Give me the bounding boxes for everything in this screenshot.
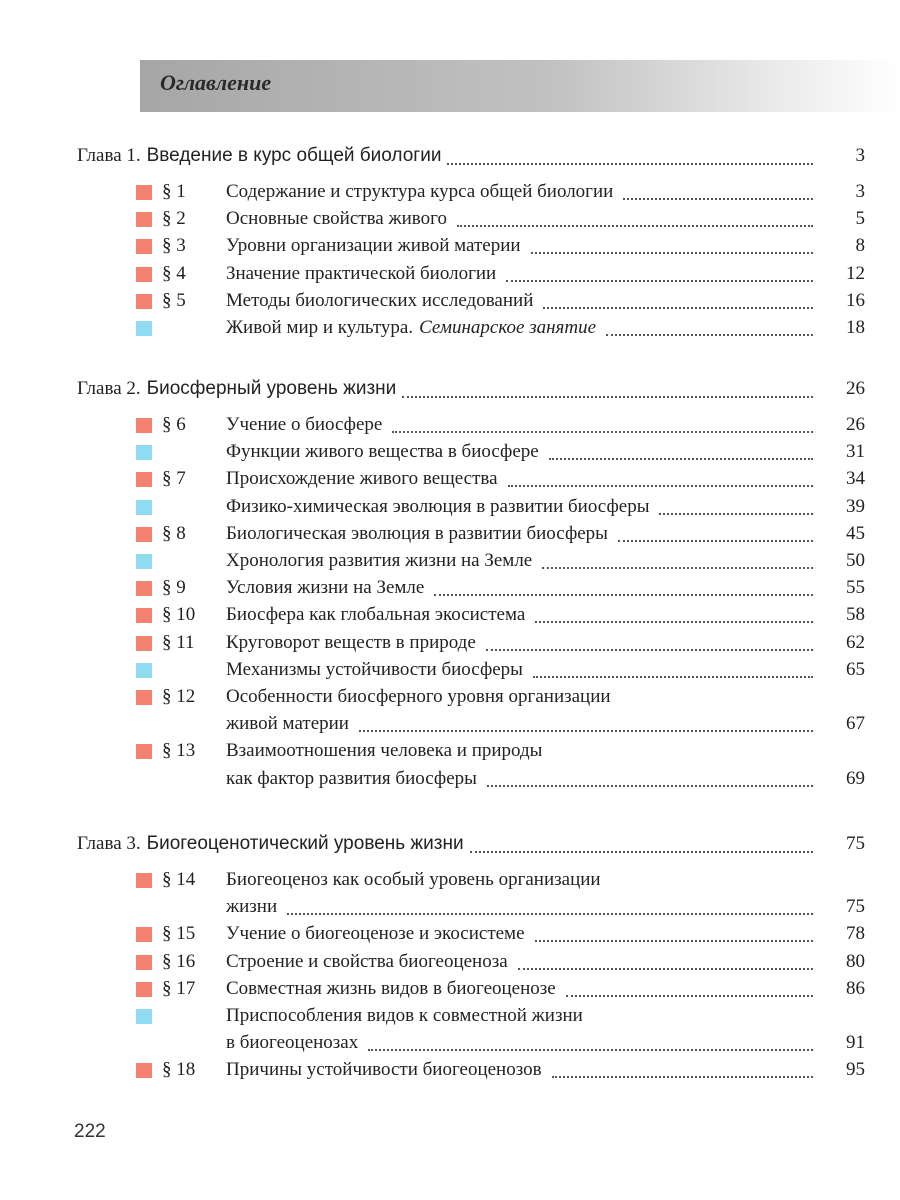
section-page: 95 [846, 1059, 865, 1081]
paragraph-marker-icon [136, 581, 152, 596]
section-page: 12 [846, 262, 865, 284]
paragraph-marker-icon [136, 472, 152, 487]
dot-leader [368, 1049, 813, 1051]
section-title: Хронология развития жизни на Земле [226, 550, 533, 571]
seminar-marker-icon [136, 554, 152, 569]
section-title: Происхождение живого вещества [226, 468, 498, 490]
toc-entry[interactable] [226, 208, 865, 235]
section-title: Условия жизни на Земле [226, 577, 425, 599]
toc-header-bar [140, 60, 900, 112]
section-page: 31 [846, 441, 865, 463]
toc-entry[interactable] [226, 496, 865, 523]
toc-entry-continued[interactable] [226, 1032, 865, 1059]
section-number: § 8 [162, 522, 186, 544]
dot-leader [659, 513, 813, 515]
section-title[interactable]: Взаимоотношения человека и природы [226, 740, 543, 762]
paragraph-marker-icon [136, 294, 152, 309]
dot-leader [470, 851, 813, 853]
chapter-heading[interactable] [77, 833, 865, 861]
toc-entry[interactable] [226, 235, 865, 262]
section-page: 80 [846, 950, 865, 972]
section-page: 67 [846, 713, 865, 735]
section-title: Совместная жизнь видов в биогеоценозе [226, 977, 556, 999]
section-number: § 1 [162, 181, 186, 202]
dot-leader [447, 163, 813, 165]
toc-entry[interactable] [226, 414, 865, 441]
section-number: § 18 [162, 1059, 196, 1081]
section-title: Физико-химическая эволюция в развитии биосферы [226, 495, 650, 517]
dot-leader [287, 913, 813, 915]
toc-entry[interactable] [226, 290, 865, 317]
paragraph-marker-icon [136, 955, 152, 970]
section-title: Учение о биогеоценозе и экосистеме [226, 923, 525, 945]
section-page: 58 [846, 604, 865, 626]
dot-leader [535, 621, 813, 623]
section-title: Учение о биосфере [226, 414, 383, 435]
seminar-marker-icon [136, 663, 152, 678]
section-title-italic: Семинарское занятие [419, 317, 597, 338]
section-title: Живой мир и культура. [226, 317, 414, 338]
paragraph-marker-icon [136, 690, 152, 705]
dot-leader [434, 594, 813, 596]
section-number: § 11 [162, 631, 195, 653]
section-page: 50 [846, 550, 865, 571]
seminar-marker-icon [136, 445, 152, 460]
section-number: § 16 [162, 950, 196, 972]
chapter-page: 75 [846, 833, 865, 854]
dot-leader [542, 567, 813, 569]
dot-leader [623, 198, 813, 200]
toc-entry[interactable] [226, 468, 865, 495]
chapter-title: Биогеоценотический уровень жизни [146, 833, 464, 854]
dot-leader [618, 540, 813, 542]
section-title: Содержание и структура курса общей биологии [226, 181, 614, 202]
section-title: Уровни организации живой материи [226, 235, 521, 257]
dot-leader [518, 968, 813, 970]
section-title: Причины устойчивости биогеоценозов [226, 1059, 542, 1081]
dot-leader [392, 431, 813, 433]
section-number: § 6 [162, 414, 186, 435]
chapter-number: Глава 3. [77, 833, 141, 854]
toc-entry[interactable] [226, 263, 865, 290]
seminar-marker-icon [136, 321, 152, 336]
chapter-title: Введение в курс общей биологии [146, 145, 442, 166]
dot-leader [508, 485, 813, 487]
toc-entry-continued[interactable] [226, 768, 865, 795]
section-number: § 10 [162, 604, 196, 626]
paragraph-marker-icon [136, 267, 152, 282]
paragraph-marker-icon [136, 744, 152, 759]
section-number: § 14 [162, 869, 196, 890]
section-title-continued: в биогеоценозах [226, 1032, 359, 1054]
section-title-continued: живой материи [226, 713, 349, 735]
paragraph-marker-icon [136, 239, 152, 254]
section-number: § 12 [162, 686, 196, 707]
section-page: 3 [855, 181, 865, 202]
toc-entry[interactable] [226, 632, 865, 659]
section-title: Биологическая эволюция в развитии биосферы [226, 522, 608, 544]
section-number: § 9 [162, 577, 186, 599]
section-page: 75 [846, 896, 865, 918]
toc-entry[interactable] [226, 923, 865, 950]
toc-entry[interactable] [226, 523, 865, 550]
toc-entry[interactable] [226, 1059, 865, 1086]
section-title: Механизмы устойчивости биосферы [226, 658, 523, 680]
section-title[interactable]: Приспособления видов к совместной жизни [226, 1005, 583, 1026]
seminar-marker-icon [136, 1009, 152, 1024]
section-title: Биосфера как глобальная экосистема [226, 604, 526, 626]
dot-leader [552, 1076, 813, 1078]
section-page: 91 [846, 1032, 865, 1054]
paragraph-marker-icon [136, 1063, 152, 1078]
dot-leader [549, 458, 813, 460]
chapter-heading[interactable] [77, 145, 865, 173]
paragraph-marker-icon [136, 873, 152, 888]
section-title: Основные свойства живого [226, 208, 447, 230]
dot-leader [531, 252, 813, 254]
dot-leader [457, 225, 813, 227]
section-number: § 2 [162, 208, 186, 230]
section-page: 55 [846, 577, 865, 599]
toc-entry[interactable] [226, 659, 865, 686]
section-title-continued: как фактор развития биосферы [226, 767, 477, 789]
section-page: 8 [855, 235, 865, 257]
section-number: § 17 [162, 977, 196, 999]
paragraph-marker-icon [136, 527, 152, 542]
section-page: 18 [846, 317, 865, 338]
section-page: 34 [846, 468, 865, 490]
page-number: 222 [74, 1121, 106, 1142]
dot-leader [535, 940, 813, 942]
section-page: 16 [846, 289, 865, 311]
paragraph-marker-icon [136, 927, 152, 942]
section-page: 5 [855, 208, 865, 230]
section-title[interactable]: Биогеоценоз как особый уровень организации [226, 869, 601, 890]
section-page: 26 [846, 414, 865, 435]
seminar-marker-icon [136, 500, 152, 515]
toc-entry[interactable] [226, 317, 865, 344]
toc-entry[interactable] [226, 951, 865, 978]
section-page: 62 [846, 631, 865, 653]
section-number: § 15 [162, 923, 196, 945]
toc-entry[interactable] [226, 550, 865, 577]
chapter-heading[interactable] [77, 378, 865, 406]
section-title: Круговорот веществ в природе [226, 631, 476, 653]
chapter-page: 3 [855, 145, 865, 166]
toc-entry[interactable] [226, 604, 865, 631]
section-page: 45 [846, 522, 865, 544]
dot-leader [506, 280, 813, 282]
paragraph-marker-icon [136, 418, 152, 433]
section-title: Строение и свойства биогеоценоза [226, 950, 508, 972]
dot-leader [566, 995, 813, 997]
dot-leader [486, 649, 813, 651]
section-number: § 5 [162, 289, 186, 311]
section-title: Значение практической биологии [226, 262, 497, 284]
toc-entry-continued[interactable] [226, 713, 865, 740]
section-page: 65 [846, 658, 865, 680]
section-number: § 3 [162, 235, 186, 257]
chapter-number: Глава 1. [77, 145, 141, 166]
paragraph-marker-icon [136, 982, 152, 997]
paragraph-marker-icon [136, 636, 152, 651]
section-page: 69 [846, 767, 865, 789]
dot-leader [487, 785, 813, 787]
section-number: § 13 [162, 740, 196, 762]
paragraph-marker-icon [136, 608, 152, 623]
dot-leader [359, 730, 813, 732]
section-number: § 7 [162, 468, 186, 490]
toc-entry[interactable] [226, 577, 865, 604]
section-page: 78 [846, 923, 865, 945]
dot-leader [606, 334, 813, 336]
section-title[interactable]: Особенности биосферного уровня организации [226, 686, 611, 707]
chapter-number: Глава 2. [77, 378, 141, 399]
section-page: 39 [846, 495, 865, 517]
section-title: Функции живого вещества в биосфере [226, 441, 539, 463]
toc-entry[interactable] [226, 978, 865, 1005]
dot-leader [533, 676, 813, 678]
section-title: Методы биологических исследований [226, 289, 534, 311]
chapter-title: Биосферный уровень жизни [146, 378, 397, 399]
dot-leader [543, 307, 813, 309]
paragraph-marker-icon [136, 185, 152, 200]
toc-entry-continued[interactable] [226, 896, 865, 923]
chapter-page: 26 [846, 378, 865, 399]
paragraph-marker-icon [136, 212, 152, 227]
dot-leader [402, 396, 813, 398]
toc-entry[interactable] [226, 181, 865, 208]
toc-entry[interactable] [226, 441, 865, 468]
toc-heading: Оглавление [160, 70, 272, 95]
section-title-continued: жизни [226, 896, 278, 918]
section-page: 86 [846, 977, 865, 999]
section-number: § 4 [162, 262, 186, 284]
